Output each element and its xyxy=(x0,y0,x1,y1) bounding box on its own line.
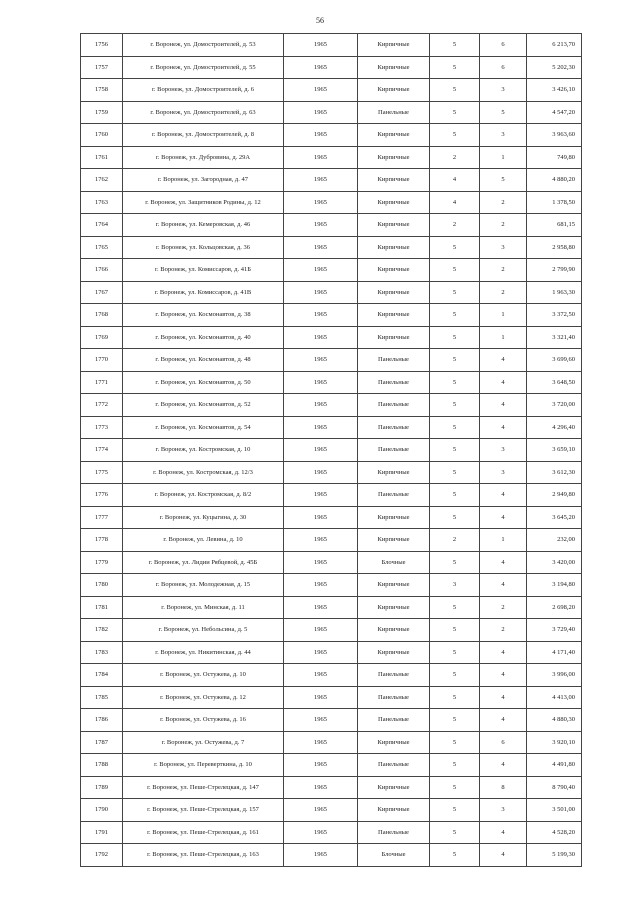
address-cell: г. Воронеж, ул. Костромская, д. 10 xyxy=(123,439,284,462)
area-cell: 4 547,20 xyxy=(527,101,582,124)
table-row xyxy=(81,731,582,754)
table-row xyxy=(81,34,582,57)
year-cell: 1965 xyxy=(284,731,358,754)
area-cell: 4 413,00 xyxy=(527,686,582,709)
area-cell: 4 171,40 xyxy=(527,641,582,664)
material-cell: Панельные xyxy=(358,416,430,439)
year-cell: 1965 xyxy=(284,146,358,169)
area-cell: 3 729,40 xyxy=(527,619,582,642)
table-row xyxy=(81,484,582,507)
area-cell: 3 996,00 xyxy=(527,664,582,687)
area-cell: 4 491,80 xyxy=(527,754,582,777)
table-row xyxy=(81,371,582,394)
address-cell: г. Воронеж, ул. Костромская, д. 12/3 xyxy=(123,461,284,484)
row-number-cell: 1770 xyxy=(81,349,123,372)
entrances-cell: 4 xyxy=(480,416,527,439)
material-cell: Панельные xyxy=(358,484,430,507)
address-cell: г. Воронеж, ул. Космонавтов, д. 48 xyxy=(123,349,284,372)
year-cell: 1965 xyxy=(284,214,358,237)
row-number-cell: 1766 xyxy=(81,259,123,282)
entrances-cell: 4 xyxy=(480,664,527,687)
address-cell: г. Воронеж, ул. Лидии Рябцевой, д. 45Б xyxy=(123,551,284,574)
floors-cell: 5 xyxy=(430,821,480,844)
year-cell: 1965 xyxy=(284,439,358,462)
year-cell: 1965 xyxy=(284,551,358,574)
entrances-cell: 4 xyxy=(480,686,527,709)
area-cell: 2 958,80 xyxy=(527,236,582,259)
table-row xyxy=(81,619,582,642)
address-cell: г. Воронеж, ул. Космонавтов, д. 50 xyxy=(123,371,284,394)
table-row xyxy=(81,214,582,237)
entrances-cell: 1 xyxy=(480,326,527,349)
row-number-cell: 1787 xyxy=(81,731,123,754)
material-cell: Кирпичные xyxy=(358,191,430,214)
row-number-cell: 1777 xyxy=(81,506,123,529)
table-row xyxy=(81,844,582,867)
row-number-cell: 1776 xyxy=(81,484,123,507)
area-cell: 4 528,20 xyxy=(527,821,582,844)
row-number-cell: 1768 xyxy=(81,304,123,327)
entrances-cell: 3 xyxy=(480,79,527,102)
entrances-cell: 4 xyxy=(480,484,527,507)
area-cell: 4 296,40 xyxy=(527,416,582,439)
entrances-cell: 3 xyxy=(480,799,527,822)
table-row xyxy=(81,416,582,439)
entrances-cell: 4 xyxy=(480,754,527,777)
row-number-cell: 1778 xyxy=(81,529,123,552)
material-cell: Кирпичные xyxy=(358,619,430,642)
material-cell: Панельные xyxy=(358,371,430,394)
address-cell: г. Воронеж, ул. Кемеровская, д. 46 xyxy=(123,214,284,237)
area-cell: 3 963,60 xyxy=(527,124,582,147)
entrances-cell: 1 xyxy=(480,304,527,327)
table-row xyxy=(81,101,582,124)
material-cell: Кирпичные xyxy=(358,326,430,349)
entrances-cell: 4 xyxy=(480,371,527,394)
area-cell: 3 720,00 xyxy=(527,394,582,417)
table-row xyxy=(81,349,582,372)
material-cell: Кирпичные xyxy=(358,304,430,327)
floors-cell: 4 xyxy=(430,191,480,214)
address-cell: г. Воронеж, ул. Остужева, д. 10 xyxy=(123,664,284,687)
year-cell: 1965 xyxy=(284,259,358,282)
area-cell: 3 920,10 xyxy=(527,731,582,754)
area-cell: 3 194,80 xyxy=(527,574,582,597)
floors-cell: 5 xyxy=(430,394,480,417)
row-number-cell: 1765 xyxy=(81,236,123,259)
address-cell: г. Воронеж, ул. Космонавтов, д. 52 xyxy=(123,394,284,417)
floors-cell: 5 xyxy=(430,799,480,822)
year-cell: 1965 xyxy=(284,844,358,867)
year-cell: 1965 xyxy=(284,461,358,484)
table-row xyxy=(81,79,582,102)
table-body xyxy=(81,34,582,867)
entrances-cell: 4 xyxy=(480,551,527,574)
address-cell: г. Воронеж, ул. Левина, д. 10 xyxy=(123,529,284,552)
row-number-cell: 1757 xyxy=(81,56,123,79)
table-row xyxy=(81,664,582,687)
year-cell: 1965 xyxy=(284,754,358,777)
year-cell: 1965 xyxy=(284,56,358,79)
area-cell: 8 790,40 xyxy=(527,776,582,799)
address-cell: г. Воронеж, ул. Космонавтов, д. 54 xyxy=(123,416,284,439)
year-cell: 1965 xyxy=(284,191,358,214)
table-row xyxy=(81,574,582,597)
floors-cell: 3 xyxy=(430,574,480,597)
floors-cell: 5 xyxy=(430,551,480,574)
material-cell: Кирпичные xyxy=(358,281,430,304)
material-cell: Кирпичные xyxy=(358,34,430,57)
table-row xyxy=(81,191,582,214)
area-cell: 3 645,20 xyxy=(527,506,582,529)
area-cell: 3 659,10 xyxy=(527,439,582,462)
entrances-cell: 2 xyxy=(480,214,527,237)
address-cell: г. Воронеж, ул. Космонавтов, д. 38 xyxy=(123,304,284,327)
entrances-cell: 1 xyxy=(480,529,527,552)
table-row xyxy=(81,709,582,732)
entrances-cell: 6 xyxy=(480,34,527,57)
material-cell: Панельные xyxy=(358,394,430,417)
table-row xyxy=(81,326,582,349)
table-row xyxy=(81,439,582,462)
floors-cell: 5 xyxy=(430,259,480,282)
area-cell: 5 199,30 xyxy=(527,844,582,867)
row-number-cell: 1775 xyxy=(81,461,123,484)
floors-cell: 5 xyxy=(430,484,480,507)
row-number-cell: 1790 xyxy=(81,799,123,822)
material-cell: Панельные xyxy=(358,101,430,124)
row-number-cell: 1762 xyxy=(81,169,123,192)
area-cell: 3 501,00 xyxy=(527,799,582,822)
address-cell: г. Воронеж, ул. Небольсина, д. 5 xyxy=(123,619,284,642)
address-cell: г. Воронеж, ул. Комиссаров, д. 41В xyxy=(123,281,284,304)
address-cell: г. Воронеж, ул. Минская, д. 11 xyxy=(123,596,284,619)
housing-table xyxy=(80,33,582,867)
entrances-cell: 4 xyxy=(480,394,527,417)
row-number-cell: 1781 xyxy=(81,596,123,619)
material-cell: Кирпичные xyxy=(358,506,430,529)
entrances-cell: 6 xyxy=(480,731,527,754)
floors-cell: 5 xyxy=(430,236,480,259)
material-cell: Кирпичные xyxy=(358,641,430,664)
material-cell: Кирпичные xyxy=(358,799,430,822)
year-cell: 1965 xyxy=(284,349,358,372)
row-number-cell: 1782 xyxy=(81,619,123,642)
year-cell: 1965 xyxy=(284,686,358,709)
table-row xyxy=(81,259,582,282)
year-cell: 1965 xyxy=(284,124,358,147)
floors-cell: 2 xyxy=(430,529,480,552)
material-cell: Кирпичные xyxy=(358,574,430,597)
entrances-cell: 2 xyxy=(480,281,527,304)
entrances-cell: 2 xyxy=(480,619,527,642)
address-cell: г. Воронеж, ул. Загородная, д. 47 xyxy=(123,169,284,192)
table-row xyxy=(81,304,582,327)
table-row xyxy=(81,236,582,259)
floors-cell: 5 xyxy=(430,731,480,754)
address-cell: г. Воронеж, ул. Защитников Родины, д. 12 xyxy=(123,191,284,214)
floors-cell: 5 xyxy=(430,304,480,327)
area-cell: 3 426,10 xyxy=(527,79,582,102)
entrances-cell: 4 xyxy=(480,821,527,844)
floors-cell: 2 xyxy=(430,146,480,169)
floors-cell: 5 xyxy=(430,439,480,462)
year-cell: 1965 xyxy=(284,236,358,259)
floors-cell: 5 xyxy=(430,619,480,642)
area-cell: 4 880,30 xyxy=(527,709,582,732)
year-cell: 1965 xyxy=(284,169,358,192)
year-cell: 1965 xyxy=(284,371,358,394)
area-cell: 3 321,40 xyxy=(527,326,582,349)
area-cell: 232,00 xyxy=(527,529,582,552)
material-cell: Панельные xyxy=(358,821,430,844)
address-cell: г. Воронеж, ул. Пеше-Стрелецкая, д. 157 xyxy=(123,799,284,822)
floors-cell: 5 xyxy=(430,349,480,372)
address-cell: г. Воронеж, ул. Космонавтов, д. 40 xyxy=(123,326,284,349)
row-number-cell: 1764 xyxy=(81,214,123,237)
floors-cell: 2 xyxy=(430,214,480,237)
area-cell: 681,15 xyxy=(527,214,582,237)
row-number-cell: 1785 xyxy=(81,686,123,709)
material-cell: Кирпичные xyxy=(358,236,430,259)
address-cell: г. Воронеж, ул. Куцыгина, д. 30 xyxy=(123,506,284,529)
table-row xyxy=(81,551,582,574)
floors-cell: 5 xyxy=(430,776,480,799)
row-number-cell: 1780 xyxy=(81,574,123,597)
table-row xyxy=(81,776,582,799)
material-cell: Кирпичные xyxy=(358,259,430,282)
area-cell: 2 799,90 xyxy=(527,259,582,282)
floors-cell: 5 xyxy=(430,281,480,304)
year-cell: 1965 xyxy=(284,776,358,799)
area-cell: 3 420,00 xyxy=(527,551,582,574)
address-cell: г. Воронеж, ул. Пеше-Стрелецкая, д. 161 xyxy=(123,821,284,844)
year-cell: 1965 xyxy=(284,574,358,597)
row-number-cell: 1784 xyxy=(81,664,123,687)
address-cell: г. Воронеж, ул. Домостроителей, д. 8 xyxy=(123,124,284,147)
area-cell: 3 699,60 xyxy=(527,349,582,372)
floors-cell: 5 xyxy=(430,326,480,349)
year-cell: 1965 xyxy=(284,281,358,304)
entrances-cell: 4 xyxy=(480,349,527,372)
year-cell: 1965 xyxy=(284,709,358,732)
row-number-cell: 1779 xyxy=(81,551,123,574)
entrances-cell: 2 xyxy=(480,596,527,619)
floors-cell: 5 xyxy=(430,79,480,102)
area-cell: 1 378,50 xyxy=(527,191,582,214)
table-row xyxy=(81,461,582,484)
floors-cell: 5 xyxy=(430,754,480,777)
address-cell: г. Воронеж, ул. Молодежная, д. 15 xyxy=(123,574,284,597)
area-cell: 3 648,50 xyxy=(527,371,582,394)
area-cell: 2 698,20 xyxy=(527,596,582,619)
address-cell: г. Воронеж, ул. Пеше-Стрелецкая, д. 163 xyxy=(123,844,284,867)
row-number-cell: 1769 xyxy=(81,326,123,349)
entrances-cell: 3 xyxy=(480,236,527,259)
entrances-cell: 4 xyxy=(480,506,527,529)
row-number-cell: 1761 xyxy=(81,146,123,169)
table-row xyxy=(81,56,582,79)
table-row xyxy=(81,821,582,844)
year-cell: 1965 xyxy=(284,596,358,619)
area-cell: 3 612,30 xyxy=(527,461,582,484)
year-cell: 1965 xyxy=(284,101,358,124)
row-number-cell: 1791 xyxy=(81,821,123,844)
year-cell: 1965 xyxy=(284,799,358,822)
table-row xyxy=(81,799,582,822)
address-cell: г. Воронеж, ул. Домостроителей, д. 63 xyxy=(123,101,284,124)
floors-cell: 5 xyxy=(430,664,480,687)
floors-cell: 5 xyxy=(430,371,480,394)
year-cell: 1965 xyxy=(284,304,358,327)
address-cell: г. Воронеж, ул. Домостроителей, д. 55 xyxy=(123,56,284,79)
row-number-cell: 1771 xyxy=(81,371,123,394)
year-cell: 1965 xyxy=(284,529,358,552)
table-row xyxy=(81,124,582,147)
table-row xyxy=(81,641,582,664)
material-cell: Панельные xyxy=(358,709,430,732)
row-number-cell: 1786 xyxy=(81,709,123,732)
address-cell: г. Воронеж, ул. Дубровина, д. 29А xyxy=(123,146,284,169)
material-cell: Панельные xyxy=(358,686,430,709)
floors-cell: 5 xyxy=(430,844,480,867)
row-number-cell: 1758 xyxy=(81,79,123,102)
entrances-cell: 2 xyxy=(480,259,527,282)
row-number-cell: 1789 xyxy=(81,776,123,799)
floors-cell: 5 xyxy=(430,124,480,147)
floors-cell: 5 xyxy=(430,461,480,484)
table-row xyxy=(81,506,582,529)
year-cell: 1965 xyxy=(284,34,358,57)
row-number-cell: 1767 xyxy=(81,281,123,304)
row-number-cell: 1772 xyxy=(81,394,123,417)
floors-cell: 5 xyxy=(430,596,480,619)
entrances-cell: 3 xyxy=(480,439,527,462)
table-row xyxy=(81,754,582,777)
address-cell: г. Воронеж, ул. Кольцовская, д. 36 xyxy=(123,236,284,259)
material-cell: Панельные xyxy=(358,349,430,372)
row-number-cell: 1783 xyxy=(81,641,123,664)
address-cell: г. Воронеж, ул. Комиссаров, д. 41Б xyxy=(123,259,284,282)
area-cell: 5 202,30 xyxy=(527,56,582,79)
year-cell: 1965 xyxy=(284,506,358,529)
material-cell: Кирпичные xyxy=(358,461,430,484)
year-cell: 1965 xyxy=(284,79,358,102)
table-row xyxy=(81,281,582,304)
material-cell: Блочные xyxy=(358,844,430,867)
address-cell: г. Воронеж, ул. Остужева, д. 16 xyxy=(123,709,284,732)
floors-cell: 5 xyxy=(430,686,480,709)
address-cell: г. Воронеж, ул. Переверткина, д. 10 xyxy=(123,754,284,777)
entrances-cell: 1 xyxy=(480,146,527,169)
entrances-cell: 5 xyxy=(480,101,527,124)
floors-cell: 5 xyxy=(430,34,480,57)
year-cell: 1965 xyxy=(284,664,358,687)
table-row xyxy=(81,529,582,552)
entrances-cell: 4 xyxy=(480,709,527,732)
entrances-cell: 3 xyxy=(480,124,527,147)
area-cell: 2 949,80 xyxy=(527,484,582,507)
table-row xyxy=(81,146,582,169)
year-cell: 1965 xyxy=(284,326,358,349)
row-number-cell: 1792 xyxy=(81,844,123,867)
entrances-cell: 6 xyxy=(480,56,527,79)
row-number-cell: 1774 xyxy=(81,439,123,462)
floors-cell: 5 xyxy=(430,416,480,439)
row-number-cell: 1760 xyxy=(81,124,123,147)
table-row xyxy=(81,596,582,619)
floors-cell: 5 xyxy=(430,641,480,664)
material-cell: Панельные xyxy=(358,754,430,777)
year-cell: 1965 xyxy=(284,821,358,844)
material-cell: Кирпичные xyxy=(358,214,430,237)
area-cell: 749,80 xyxy=(527,146,582,169)
material-cell: Кирпичные xyxy=(358,169,430,192)
entrances-cell: 3 xyxy=(480,461,527,484)
entrances-cell: 4 xyxy=(480,574,527,597)
entrances-cell: 5 xyxy=(480,169,527,192)
table-row xyxy=(81,686,582,709)
row-number-cell: 1788 xyxy=(81,754,123,777)
row-number-cell: 1773 xyxy=(81,416,123,439)
row-number-cell: 1756 xyxy=(81,34,123,57)
row-number-cell: 1763 xyxy=(81,191,123,214)
row-number-cell: 1759 xyxy=(81,101,123,124)
area-cell: 3 372,50 xyxy=(527,304,582,327)
material-cell: Кирпичные xyxy=(358,529,430,552)
address-cell: г. Воронеж, ул. Никитинская, д. 44 xyxy=(123,641,284,664)
area-cell: 6 213,70 xyxy=(527,34,582,57)
table-row xyxy=(81,394,582,417)
floors-cell: 5 xyxy=(430,506,480,529)
year-cell: 1965 xyxy=(284,484,358,507)
material-cell: Панельные xyxy=(358,439,430,462)
entrances-cell: 4 xyxy=(480,641,527,664)
material-cell: Панельные xyxy=(358,664,430,687)
entrances-cell: 4 xyxy=(480,844,527,867)
material-cell: Кирпичные xyxy=(358,56,430,79)
material-cell: Кирпичные xyxy=(358,596,430,619)
floors-cell: 4 xyxy=(430,169,480,192)
year-cell: 1965 xyxy=(284,394,358,417)
area-cell: 4 880,20 xyxy=(527,169,582,192)
table-row xyxy=(81,169,582,192)
address-cell: г. Воронеж, ул. Остужева, д. 7 xyxy=(123,731,284,754)
material-cell: Кирпичные xyxy=(358,776,430,799)
material-cell: Кирпичные xyxy=(358,124,430,147)
floors-cell: 5 xyxy=(430,56,480,79)
year-cell: 1965 xyxy=(284,416,358,439)
address-cell: г. Воронеж, ул. Пеше-Стрелецкая, д. 147 xyxy=(123,776,284,799)
material-cell: Кирпичные xyxy=(358,731,430,754)
material-cell: Кирпичные xyxy=(358,79,430,102)
address-cell: г. Воронеж, ул. Домостроителей, д. 53 xyxy=(123,34,284,57)
page-number: 56 xyxy=(316,16,324,25)
material-cell: Блочные xyxy=(358,551,430,574)
floors-cell: 5 xyxy=(430,101,480,124)
floors-cell: 5 xyxy=(430,709,480,732)
year-cell: 1965 xyxy=(284,619,358,642)
year-cell: 1965 xyxy=(284,641,358,664)
entrances-cell: 8 xyxy=(480,776,527,799)
address-cell: г. Воронеж, ул. Костромская, д. 8/2 xyxy=(123,484,284,507)
entrances-cell: 2 xyxy=(480,191,527,214)
area-cell: 1 963,30 xyxy=(527,281,582,304)
material-cell: Кирпичные xyxy=(358,146,430,169)
address-cell: г. Воронеж, ул. Остужева, д. 12 xyxy=(123,686,284,709)
address-cell: г. Воронеж, ул. Домостроителей, д. 6 xyxy=(123,79,284,102)
